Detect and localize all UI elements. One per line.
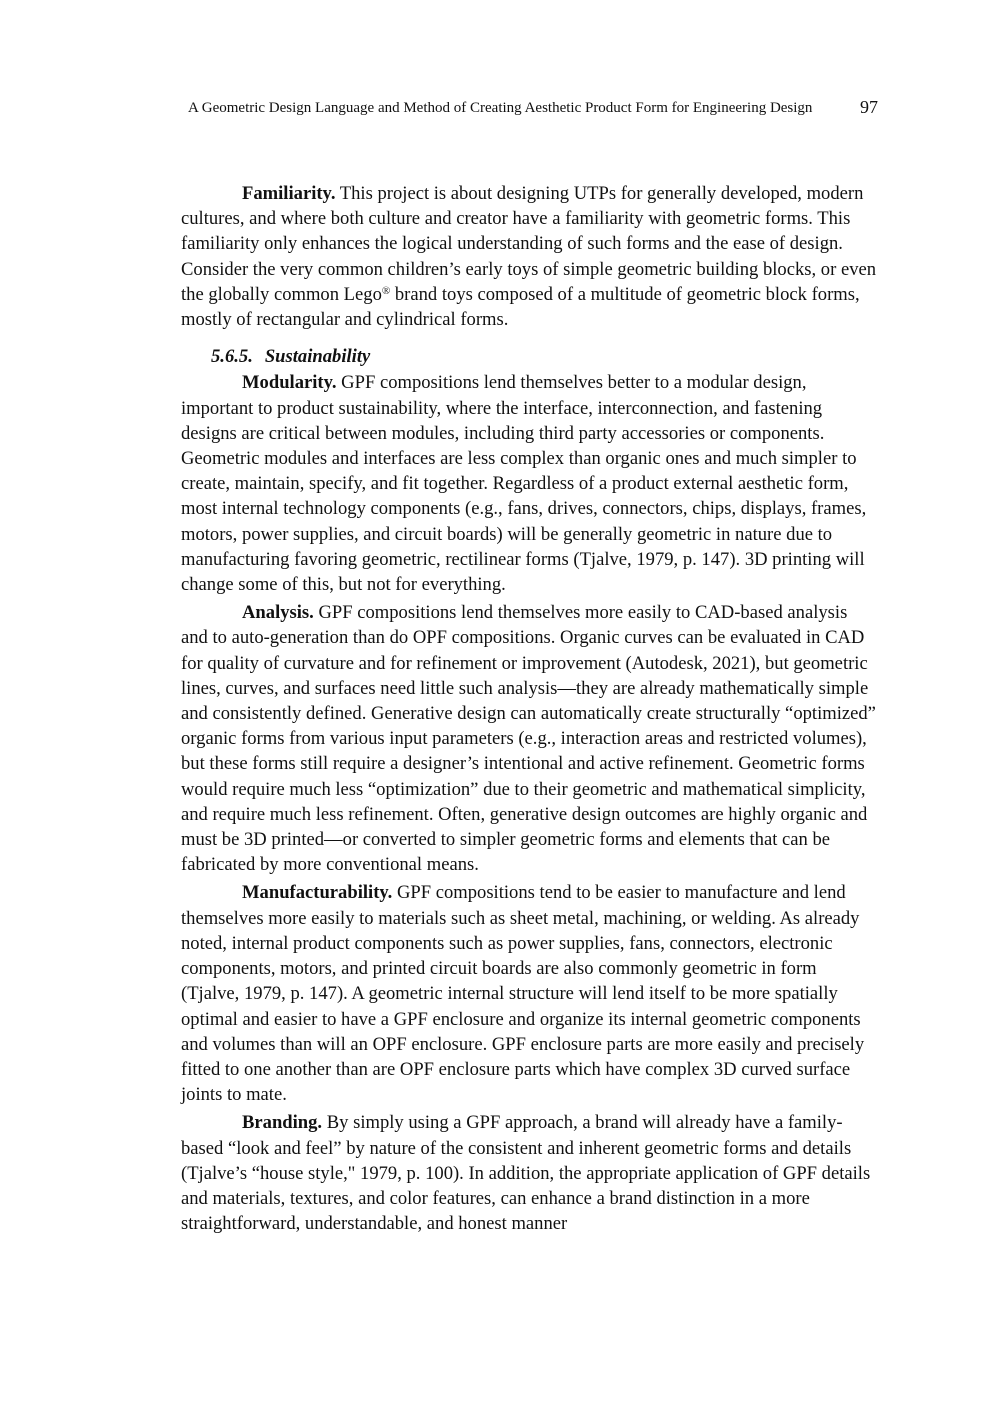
paragraph-lead-branding: Branding. — [242, 1112, 323, 1134]
running-title: A Geometric Design Language and Method of Creating Aesthetic Product Form for Engineering Design — [188, 100, 813, 116]
paragraph-text-branding: By simply using a GPF approach, a brand will already have a family-based “look and feel” by nature of the consistent and inherent geometric forms and details (Tjalve’s “house style," 1979, p. 100). In addition, the appropriate application of GPF details and materials, textures, and color features, can enhance a brand distinction in a more straightforward, understandable, and honest manner — [181, 1112, 871, 1235]
paragraph-text-analysis: GPF compositions lend themselves more easily to CAD-based analysis and to auto-generation than do OPF compositions. Organic curves can be evaluated in CAD for quality of curvature and for refinement or improvement (Autodesk, 2021), but geometric lines, curves, and surfaces need little such analysis—they are already mathematically simple and consistently defined. Generative design can automatically create structurally “optimized” organic forms from various input parameters (e.g., interaction areas and restricted volumes), but these forms still require a designer’s intentional and active refinement. Geometric forms would require much less “optimization” due to their geometric and mathematical simplicity, and require much less refinement. Often, generative design outcomes are highly organic and must be 3D printed—or converted to simpler geometric forms and elements that can be fabricated by more conventional means. — [181, 602, 876, 876]
paragraph-lead-modularity: Modularity. — [242, 372, 337, 394]
paragraph-analysis — [181, 600, 878, 877]
paragraph-text-modularity: GPF compositions lend themselves better to a modular design, important to product sustainability, where the interface, interconnection, and fastening designs are critical between modules, including third party accessories or components. Geometric modules and interfaces are less complex than organic ones and much simpler to create, maintain, specify, and fit together. Regardless of a product external aesthetic form, most internal technology components (e.g., fans, drives, connectors, chips, displays, frames, motors, power supplies, and circuit boards) will be generally geometric in nature due to manufacturing favoring geometric, rectilinear forms (Tjalve, 1979, p. 147). 3D printing will change some of this, but not for everything. — [181, 372, 867, 596]
subsection-heading — [181, 344, 878, 369]
paragraph-modularity — [181, 370, 878, 597]
page-number: 97 — [860, 97, 878, 117]
running-header — [188, 96, 878, 120]
registered-trademark-symbol: ® — [381, 284, 391, 297]
paragraph-lead-familiarity: Familiarity. — [242, 183, 336, 204]
paragraph-lead-analysis: Analysis. — [242, 602, 314, 624]
paragraph-branding — [181, 1110, 878, 1236]
paragraph-familiarity — [181, 181, 878, 332]
paragraph-text-familiarity-part-2: brand toys composed of a multitude of geometric block forms, mostly of rectangular and cylindrical forms. — [181, 283, 860, 331]
subsection-title: Sustainability — [264, 346, 371, 368]
subsection-number: 5.6.5. — [211, 346, 253, 368]
body-text — [181, 181, 878, 1239]
paragraph-manufacturability — [181, 880, 878, 1107]
paragraph-lead-manufacturability: Manufacturability. — [242, 882, 393, 904]
paragraph-text-manufacturability: GPF compositions tend to be easier to manufacture and lend themselves more easily to materials such as sheet metal, machining, or welding. As already noted, internal product components such as power supplies, fans, connectors, electronic components, motors, and printed circuit boards are also commonly geometric in form (Tjalve, 1979, p. 147). A geometric internal structure will lend itself to be more spatially optimal and easier to have a GPF enclosure and organize its internal geometric components and volumes than will an OPF enclosure. GPF enclosure parts are more easily and precisely fitted to one another than are OPF enclosure parts which have complex 3D curved surface joints to mate. — [181, 882, 865, 1106]
paragraph-text-familiarity-part-1: This project is about designing UTPs for generally developed, modern cultures, and where both culture and creator have a familiarity with geometric forms. This familiarity only enhances the logical understanding of such forms and the ease of design. Consider the very common children’s early toys of simple geometric building blocks, or even the globally common Lego — [181, 183, 877, 305]
